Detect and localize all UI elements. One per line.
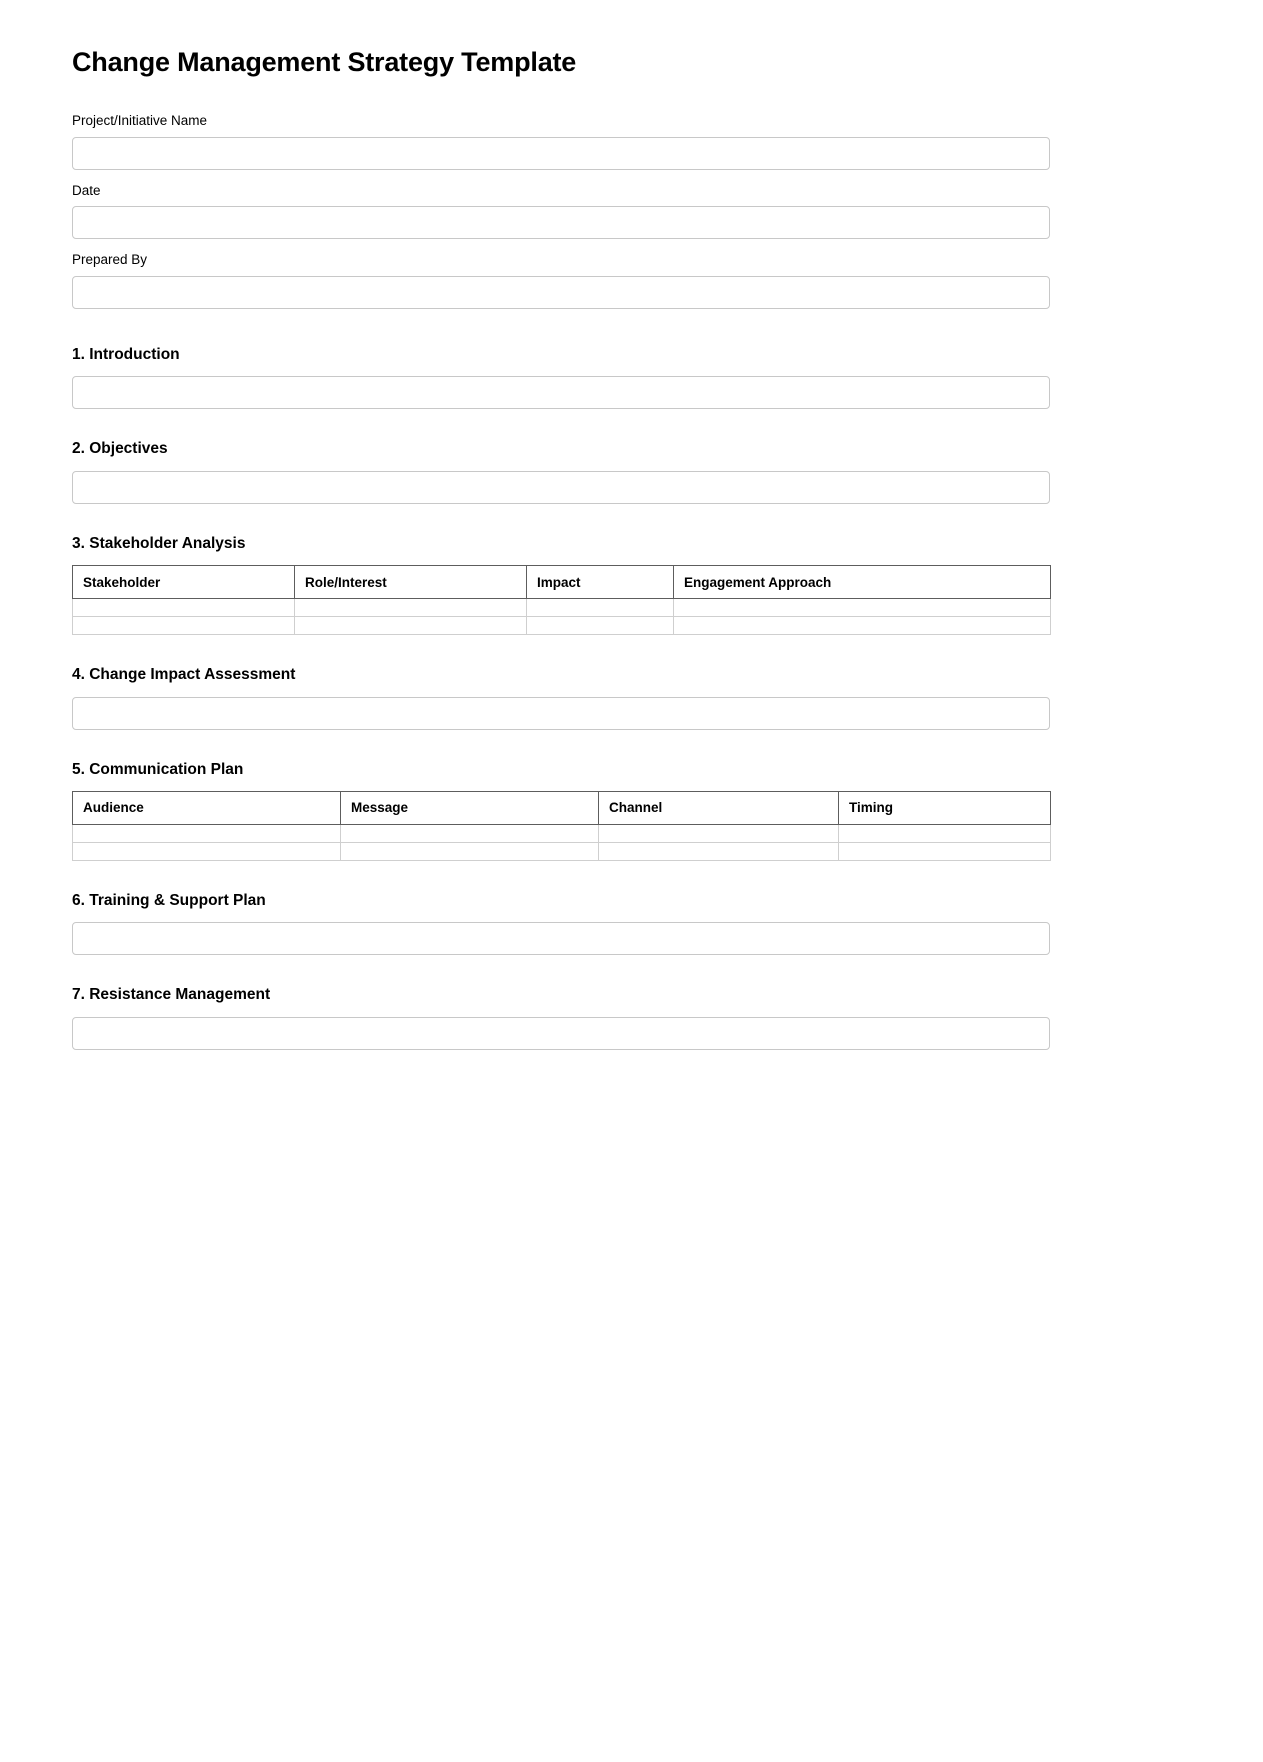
introduction-input[interactable] bbox=[72, 376, 1050, 409]
section-training-support-plan bbox=[72, 891, 1050, 955]
column-header-role-interest: Role/Interest bbox=[295, 566, 527, 599]
section-heading-training-support-plan: 6. Training & Support Plan bbox=[72, 891, 266, 909]
table-row[interactable] bbox=[73, 842, 1051, 860]
section-heading-change-impact-assessment: 4. Change Impact Assessment bbox=[72, 666, 296, 684]
table-cell[interactable] bbox=[527, 599, 674, 617]
section-introduction bbox=[72, 345, 1050, 409]
table-cell[interactable] bbox=[341, 824, 599, 842]
date-input[interactable] bbox=[72, 206, 1050, 239]
communication-plan-table bbox=[72, 791, 1051, 861]
field-label-date: Date bbox=[72, 182, 101, 198]
table-cell[interactable] bbox=[73, 599, 295, 617]
table-cell[interactable] bbox=[341, 842, 599, 860]
change-impact-assessment-input[interactable] bbox=[72, 697, 1050, 730]
section-stakeholder-analysis bbox=[72, 534, 1050, 635]
field-date bbox=[72, 182, 1050, 240]
column-header-channel: Channel bbox=[599, 791, 839, 824]
column-header-timing: Timing bbox=[839, 791, 1051, 824]
column-header-engagement-approach: Engagement Approach bbox=[674, 566, 1051, 599]
table-cell[interactable] bbox=[839, 842, 1051, 860]
training-support-plan-input[interactable] bbox=[72, 922, 1050, 955]
column-header-stakeholder: Stakeholder bbox=[73, 566, 295, 599]
field-label-prepared-by: Prepared By bbox=[72, 252, 148, 268]
table-cell[interactable] bbox=[527, 617, 674, 635]
section-objectives bbox=[72, 439, 1050, 503]
table-row[interactable] bbox=[73, 599, 1051, 617]
objectives-input[interactable] bbox=[72, 471, 1050, 504]
prepared-by-input[interactable] bbox=[72, 276, 1050, 309]
section-heading-stakeholder-analysis: 3. Stakeholder Analysis bbox=[72, 534, 246, 552]
table-header-row bbox=[73, 566, 1051, 599]
resistance-management-input[interactable] bbox=[72, 1017, 1050, 1050]
stakeholder-analysis-table bbox=[72, 565, 1051, 635]
table-cell[interactable] bbox=[295, 599, 527, 617]
page-title: Change Management Strategy Template bbox=[72, 47, 577, 77]
table-row[interactable] bbox=[73, 617, 1051, 635]
table-cell[interactable] bbox=[73, 842, 341, 860]
table-cell[interactable] bbox=[839, 824, 1051, 842]
column-header-impact: Impact bbox=[527, 566, 674, 599]
column-header-message: Message bbox=[341, 791, 599, 824]
table-cell[interactable] bbox=[674, 599, 1051, 617]
section-heading-resistance-management: 7. Resistance Management bbox=[72, 986, 271, 1004]
section-communication-plan bbox=[72, 760, 1050, 861]
table-cell[interactable] bbox=[599, 842, 839, 860]
section-change-impact-assessment bbox=[72, 665, 1050, 729]
field-prepared-by bbox=[72, 251, 1050, 309]
column-header-audience: Audience bbox=[73, 791, 341, 824]
table-cell[interactable] bbox=[599, 824, 839, 842]
section-resistance-management bbox=[72, 985, 1050, 1049]
table-header-row bbox=[73, 791, 1051, 824]
table-cell[interactable] bbox=[295, 617, 527, 635]
field-label-project-name: Project/Initiative Name bbox=[72, 113, 208, 129]
section-heading-introduction: 1. Introduction bbox=[72, 346, 180, 364]
field-project-name bbox=[72, 112, 1050, 170]
project-name-input[interactable] bbox=[72, 137, 1050, 170]
section-heading-communication-plan: 5. Communication Plan bbox=[72, 760, 244, 778]
table-row[interactable] bbox=[73, 824, 1051, 842]
table-cell[interactable] bbox=[73, 824, 341, 842]
table-cell[interactable] bbox=[674, 617, 1051, 635]
table-cell[interactable] bbox=[73, 617, 295, 635]
section-heading-objectives: 2. Objectives bbox=[72, 440, 168, 458]
